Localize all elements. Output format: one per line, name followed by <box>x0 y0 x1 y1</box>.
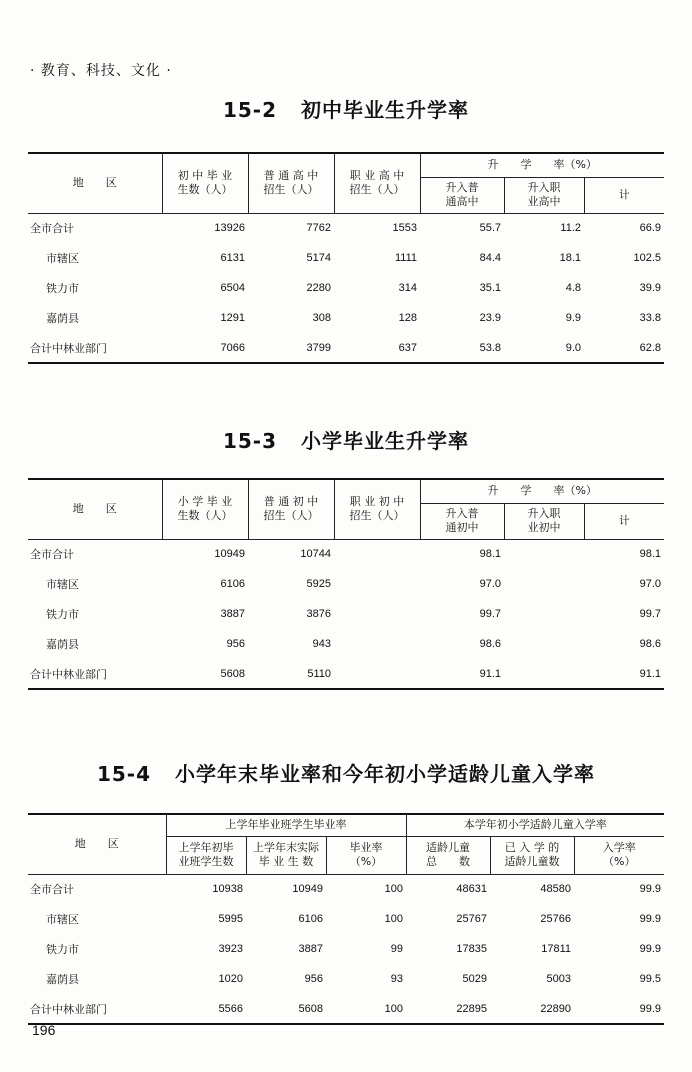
row-value <box>334 599 420 629</box>
table-row <box>28 994 664 1024</box>
row-value: 6131 <box>220 252 245 264</box>
row-value: 3876 <box>306 608 331 620</box>
row-value: 10938 <box>212 883 243 896</box>
row-value: 18.1 <box>559 252 581 264</box>
row-value: 5566 <box>218 1002 243 1015</box>
row-value: 98.6 <box>639 638 661 650</box>
row-value: 5608 <box>220 667 245 680</box>
table-row <box>28 333 664 363</box>
row-value: 25767 <box>456 913 487 925</box>
row-value: 39.9 <box>639 282 661 294</box>
row-value: 10949 <box>214 548 245 561</box>
row-value: 308 <box>312 312 331 324</box>
table-15-4-title <box>0 758 692 787</box>
row-value: 17811 <box>541 943 571 955</box>
row-region: 铁力市 <box>46 943 79 956</box>
table-row <box>28 874 664 904</box>
header-vocational-enroll: 职 业 初 中 招生（人） <box>334 479 420 539</box>
row-value: 97.0 <box>639 578 661 590</box>
row-region: 全市合计 <box>30 548 74 562</box>
row-value: 66.9 <box>639 222 661 235</box>
row-value: 98.1 <box>639 548 661 561</box>
header-general-enroll: 普 通 高 中 招生（人） <box>248 153 334 213</box>
row-region: 铁力市 <box>46 282 79 295</box>
row-value: 3799 <box>306 341 331 354</box>
row-value: 98.6 <box>479 638 501 650</box>
row-value <box>504 599 584 629</box>
header-graduates: 初 中 毕 业 生数（人） <box>162 153 248 213</box>
header-rate-group: 升 学 率（%） <box>420 153 664 177</box>
row-value: 23.9 <box>479 312 501 324</box>
table-row <box>28 659 664 689</box>
table-row <box>28 303 664 333</box>
row-value: 3887 <box>220 608 245 620</box>
row-region: 嘉荫县 <box>46 638 79 651</box>
row-value: 17835 <box>456 943 487 955</box>
row-value: 9.0 <box>565 341 581 354</box>
row-value: 99.7 <box>639 608 661 620</box>
row-value: 100 <box>384 883 403 896</box>
row-value: 99.9 <box>639 1002 661 1015</box>
table-number: 15-3 <box>222 429 278 453</box>
table-row <box>28 539 664 569</box>
row-value: 91.1 <box>479 667 501 680</box>
row-value: 100 <box>384 1002 403 1015</box>
header-enroll-rate: 入学率 （%） <box>574 836 664 874</box>
row-region: 合计中林业部门 <box>30 1002 107 1016</box>
row-region: 嘉荫县 <box>46 973 79 986</box>
row-region: 嘉荫县 <box>46 312 79 325</box>
row-value: 6106 <box>298 913 323 925</box>
table-title-text: 初中毕业生升学率 <box>301 98 470 122</box>
table-row <box>28 629 664 659</box>
row-value: 53.8 <box>479 341 501 354</box>
table-row <box>28 213 664 243</box>
header-vocational-enroll: 职 业 高 中 招生（人） <box>334 153 420 213</box>
row-value <box>334 629 420 659</box>
row-value: 11.2 <box>560 222 581 235</box>
row-value: 1553 <box>392 222 417 235</box>
row-value: 956 <box>226 638 245 650</box>
row-value: 5029 <box>462 973 487 985</box>
table-15-2-title <box>0 94 692 123</box>
row-value: 99.7 <box>479 608 501 620</box>
row-value: 93 <box>390 973 403 985</box>
table-row <box>28 904 664 934</box>
row-region: 市辖区 <box>46 252 79 265</box>
table-row <box>28 569 664 599</box>
row-value: 22890 <box>540 1002 571 1015</box>
row-value: 5003 <box>546 973 571 985</box>
table-title-text: 小学年末毕业率和今年初小学适龄儿童入学率 <box>175 762 596 786</box>
row-value: 3887 <box>298 943 323 955</box>
row-value: 99.9 <box>639 943 661 955</box>
row-value: 99.9 <box>639 913 661 925</box>
row-value: 33.8 <box>639 312 661 324</box>
table-15-3 <box>28 478 664 690</box>
header-region: 地 区 <box>28 479 162 539</box>
table-15-4 <box>28 813 664 1025</box>
page-number: 196 <box>32 1022 56 1038</box>
row-value: 5174 <box>306 252 331 264</box>
row-value: 7762 <box>306 222 331 235</box>
row-value: 128 <box>398 312 417 324</box>
row-value: 956 <box>304 973 323 985</box>
header-rate-vocational: 升入职 业初中 <box>504 503 584 539</box>
row-region: 铁力市 <box>46 608 79 621</box>
header-enrolled-children: 已 入 学 的 适龄儿童数 <box>490 836 574 874</box>
header-graduates: 小 学 毕 业 生数（人） <box>162 479 248 539</box>
table-row <box>28 964 664 994</box>
table-15-3-title <box>0 425 692 454</box>
row-value: 102.5 <box>633 252 661 264</box>
row-region: 市辖区 <box>46 913 79 926</box>
row-value: 314 <box>398 282 417 294</box>
row-value: 3923 <box>218 943 243 955</box>
row-region: 全市合计 <box>30 883 74 897</box>
row-value: 10744 <box>300 548 331 561</box>
row-value: 99.5 <box>639 973 661 985</box>
row-value: 35.1 <box>479 282 501 294</box>
row-value: 7066 <box>220 341 245 354</box>
row-value: 5110 <box>307 667 331 680</box>
table-row <box>28 273 664 303</box>
row-value: 22895 <box>456 1002 487 1015</box>
row-region: 合计中林业部门 <box>30 341 107 355</box>
table-row <box>28 599 664 629</box>
row-value: 5925 <box>306 578 331 590</box>
row-value: 6504 <box>220 282 245 294</box>
row-value: 1020 <box>218 973 243 985</box>
table-15-2 <box>28 152 664 364</box>
row-value <box>504 539 584 569</box>
header-group-enroll: 本学年初小学适龄儿童入学率 <box>406 814 664 836</box>
header-last-year-students: 上学年初毕 业班学生数 <box>166 836 246 874</box>
table-row <box>28 243 664 273</box>
row-value: 13926 <box>214 222 245 235</box>
row-value: 99 <box>390 943 403 955</box>
row-value: 91.1 <box>639 667 661 680</box>
row-value: 62.8 <box>639 341 661 354</box>
row-region: 全市合计 <box>30 222 74 236</box>
row-value <box>334 539 420 569</box>
row-value <box>504 569 584 599</box>
header-region: 地 区 <box>28 814 166 874</box>
header-grad-rate: 毕业率 （%） <box>326 836 406 874</box>
row-value: 25766 <box>540 913 571 925</box>
row-value: 99.9 <box>639 883 661 896</box>
header-region: 地 区 <box>28 153 162 213</box>
row-value <box>334 659 420 689</box>
row-value: 98.1 <box>479 548 501 561</box>
row-value: 9.9 <box>565 312 581 324</box>
row-region: 市辖区 <box>46 578 79 591</box>
row-value: 1291 <box>220 312 245 324</box>
header-rate-general: 升入普 通初中 <box>420 503 504 539</box>
row-value: 97.0 <box>479 578 501 590</box>
table-row <box>28 934 664 964</box>
header-rate-total: 计 <box>584 503 664 539</box>
row-value: 5995 <box>218 913 243 925</box>
section-header: · 教育、科技、文化 · <box>30 63 172 79</box>
header-actual-graduates: 上学年末实际 毕 业 生 数 <box>246 836 326 874</box>
row-value: 6106 <box>220 578 245 590</box>
header-group-grad: 上学年毕业班学生毕业率 <box>166 814 406 836</box>
row-value: 943 <box>312 638 331 650</box>
row-value: 10949 <box>292 883 323 896</box>
row-value: 48580 <box>540 883 571 896</box>
table-number: 15-2 <box>222 98 278 122</box>
row-value: 1111 <box>394 252 417 264</box>
row-value <box>504 659 584 689</box>
row-region: 合计中林业部门 <box>30 667 107 681</box>
row-value: 2280 <box>306 282 331 294</box>
row-value: 637 <box>398 341 417 354</box>
header-rate-group: 升 学 率（%） <box>420 479 664 503</box>
row-value: 84.4 <box>479 252 501 264</box>
row-value: 4.8 <box>565 282 581 294</box>
table-number: 15-4 <box>96 762 152 786</box>
row-value: 55.7 <box>479 222 501 235</box>
header-rate-general: 升入普 通高中 <box>420 177 504 213</box>
row-value: 48631 <box>456 883 487 896</box>
row-value <box>504 629 584 659</box>
row-value <box>334 569 420 599</box>
table-title-text: 小学毕业生升学率 <box>301 429 470 453</box>
header-school-age-total: 适龄儿童 总 数 <box>406 836 490 874</box>
row-value: 5608 <box>298 1002 323 1015</box>
header-general-enroll: 普 通 初 中 招生（人） <box>248 479 334 539</box>
header-rate-total: 计 <box>584 177 664 213</box>
header-rate-vocational: 升入职 业高中 <box>504 177 584 213</box>
row-value: 100 <box>384 913 403 925</box>
